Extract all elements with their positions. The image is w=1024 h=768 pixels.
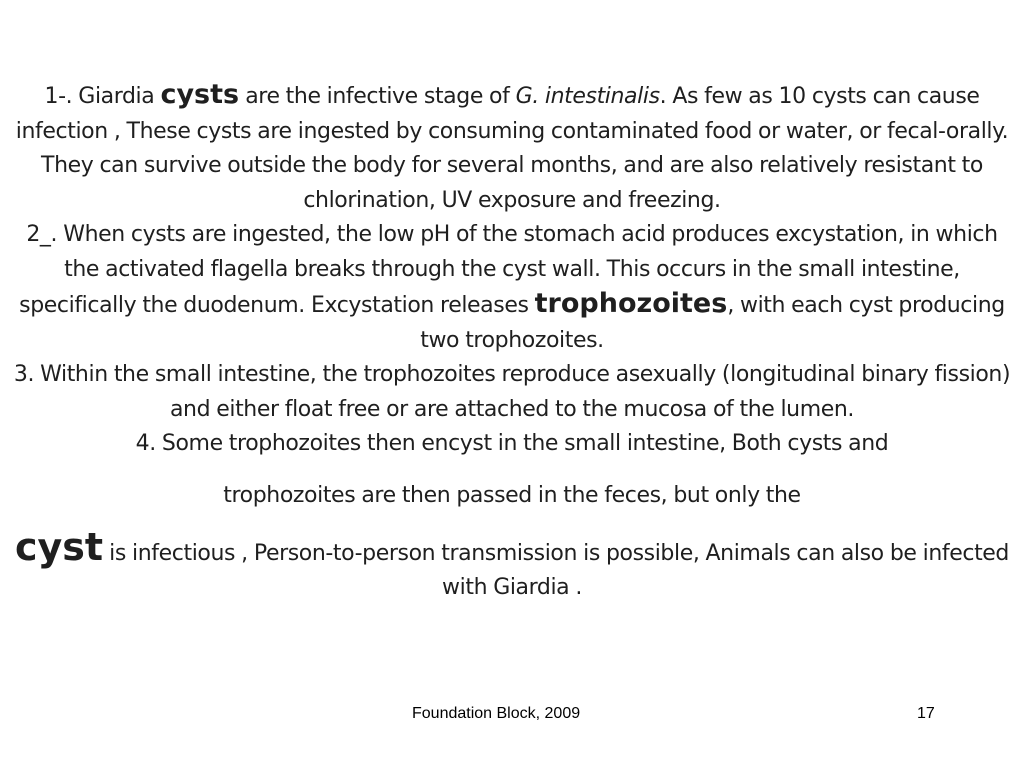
- paragraph-4-text-d: is infectious , Person-to-person transmission is possible, Animals can also be infected with Giardia .: [103, 540, 1009, 600]
- footer-text: Foundation Block, 2009: [412, 705, 581, 722]
- paragraph-2-text-c: , with each cyst producing two trophozoites.: [420, 293, 1005, 353]
- paragraph-1-text-c: are the infective stage of: [239, 84, 516, 109]
- paragraph-1-text-a: 1-. Giardia: [44, 84, 161, 109]
- cyst-keyword: cyst: [15, 524, 104, 569]
- paragraph-4-line-2: trophozoites are then passed in the feces, but only the: [223, 482, 801, 508]
- paragraph-1-text-e: . As few as 10 cysts can cause infection , These cysts are ingested by consuming contaminated food or water, or fecal-orally. They can survive outside the body for several months, and are also relatively resistant to chlorination, UV exposure and freezing.: [15, 84, 1009, 213]
- slide-body: [6, 78, 1018, 605]
- paragraph-4-line-1: 4. Some trophozoites then encyst in the small intestine, Both cysts and: [135, 431, 889, 456]
- paragraph-2: [6, 218, 1018, 358]
- paragraph-3: 3. Within the small intestine, the trophozoites reproduce asexually (longitudinal binary fission) and either float free or are attached to the mucosa of the lumen.: [13, 362, 1011, 422]
- paragraph-4-rest: [6, 524, 1018, 605]
- paragraph-2-text-a: 2_. When cysts are ingested, the low pH of the stomach acid produces excystation, in which the activated flagella breaks through the cyst wall. This occurs in the small intestine, specifically the duodenum. Excystation releases: [19, 222, 998, 318]
- paragraph-1: [6, 78, 1018, 218]
- page-number: 17: [917, 705, 935, 722]
- species-name: G. intestinalis: [515, 84, 660, 109]
- cysts-keyword: cysts: [160, 79, 240, 110]
- trophozoites-keyword: trophozoites: [534, 288, 728, 319]
